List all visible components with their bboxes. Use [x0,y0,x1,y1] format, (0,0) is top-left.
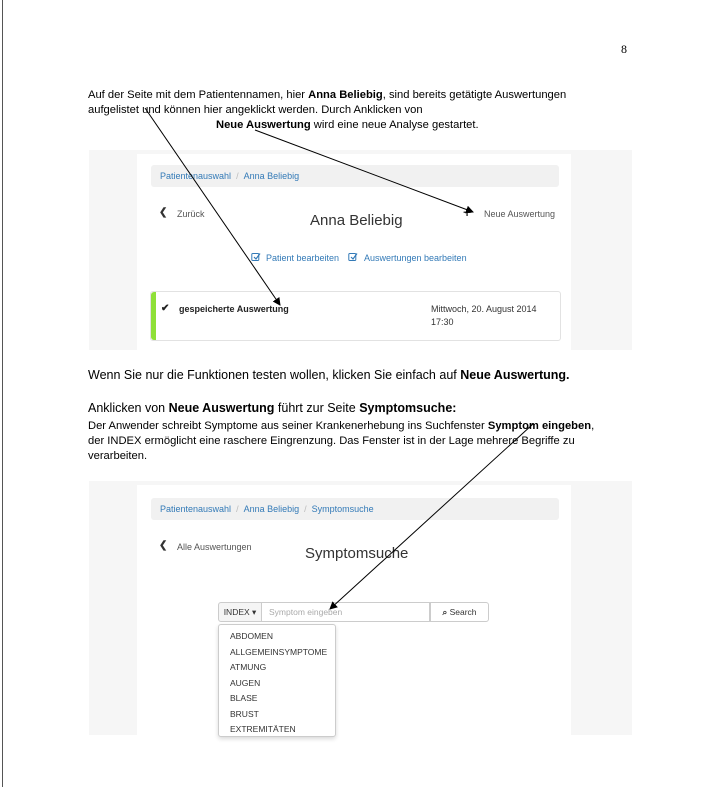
intro-line-2: aufgelistet und können hier angeklickt werden. Durch Anklicken von [88,104,423,116]
plus-icon[interactable]: + [463,204,472,220]
breadcrumb: Patientenauswahl / Anna Beliebig / Symptomsuche [151,498,559,520]
index-dropdown-button[interactable]: INDEX ▾ [218,602,262,622]
index-item[interactable]: ATMUNG [230,662,267,672]
arrow-to-new-evaluation [255,130,473,212]
section-heading-2: führt zur Seite [274,401,360,415]
index-item[interactable]: ABDOMEN [230,631,273,641]
section-heading-1: Anklicken von [88,401,169,415]
evaluation-time: 17:30 [431,317,454,327]
desc-1a: Der Anwender schreibt Symptome aus seiner Krankenerhebung ins Suchfenster [88,420,488,432]
edit-patient-link[interactable]: Patient bearbeiten [266,253,340,263]
new-evaluation-button[interactable]: Neue Auswertung [484,209,556,219]
search-icon: ⌕ [442,607,448,617]
intro-bold-new-eval: Neue Auswertung [216,119,311,131]
saved-evaluation-label[interactable]: gespeicherte Auswertung [179,304,289,314]
index-item[interactable]: EXTREMITÄTEN [230,724,296,734]
patient-title: Anna Beliebig [310,212,403,229]
intro-text-3: wird eine neue Analyse gestartet. [310,119,479,131]
desc-1c: , [591,420,595,432]
test-hint-bold: Neue Auswertung [460,368,567,382]
breadcrumb: Patientenauswahl / Anna Beliebig [151,165,559,187]
index-item[interactable]: ALLGEMEINSYMPTOME [230,647,328,657]
desc-3: verarbeiten. [88,450,148,462]
test-hint-text: Wenn Sie nur die Funktionen testen wollen, klicken Sie einfach auf [88,368,461,382]
chevron-left-icon[interactable]: ❮ [159,540,168,551]
desc-2: der INDEX ermöglicht eine raschere Eingrenzung. Das Fenster ist in der Lage mehrere Begriffe zu [88,435,575,447]
search-button-label: Search [449,607,477,617]
breadcrumb-patientenauswahl[interactable]: Patientenauswahl [160,171,232,181]
index-item[interactable]: BLASE [230,693,258,703]
section-heading-bold-1: Neue Auswertung [168,401,275,415]
intro-text-2: , sind bereits getätigte Auswertungen [382,89,567,101]
section-heading-bold-2: Symptomsuche: [359,401,457,415]
symptom-search-input[interactable]: Symptom eingeben [262,602,430,622]
intro-name: Anna Beliebig [308,89,383,101]
page-number: 8 [621,42,627,56]
checkmark-icon: ✔ [161,303,170,314]
breadcrumb-patientenauswahl[interactable]: Patientenauswahl [160,504,232,514]
evaluation-date: Mittwoch, 20. August 2014 [431,304,537,314]
all-evaluations-link[interactable]: Alle Auswertungen [177,542,252,552]
breadcrumb-patient[interactable]: Anna Beliebig [243,171,300,181]
edit-evaluations-link[interactable]: Auswertungen bearbeiten [364,253,467,263]
index-item[interactable]: AUGEN [230,678,261,688]
back-link[interactable]: Zurück [177,209,205,219]
symptom-search-title: Symptomsuche [305,545,409,562]
chevron-left-icon[interactable]: ❮ [159,207,168,218]
arrow-to-saved-evaluation [145,108,280,305]
breadcrumb-symptomsuche: Symptomsuche [311,504,374,514]
test-hint-period: . [566,368,570,382]
desc-1b: Symptom eingeben [487,420,592,432]
index-item[interactable]: BRUST [230,709,259,719]
breadcrumb-patient[interactable]: Anna Beliebig [243,504,300,514]
arrow-to-symptom-input [330,424,533,609]
intro-text-1: Auf der Seite mit dem Patientennamen, hier [88,89,309,101]
